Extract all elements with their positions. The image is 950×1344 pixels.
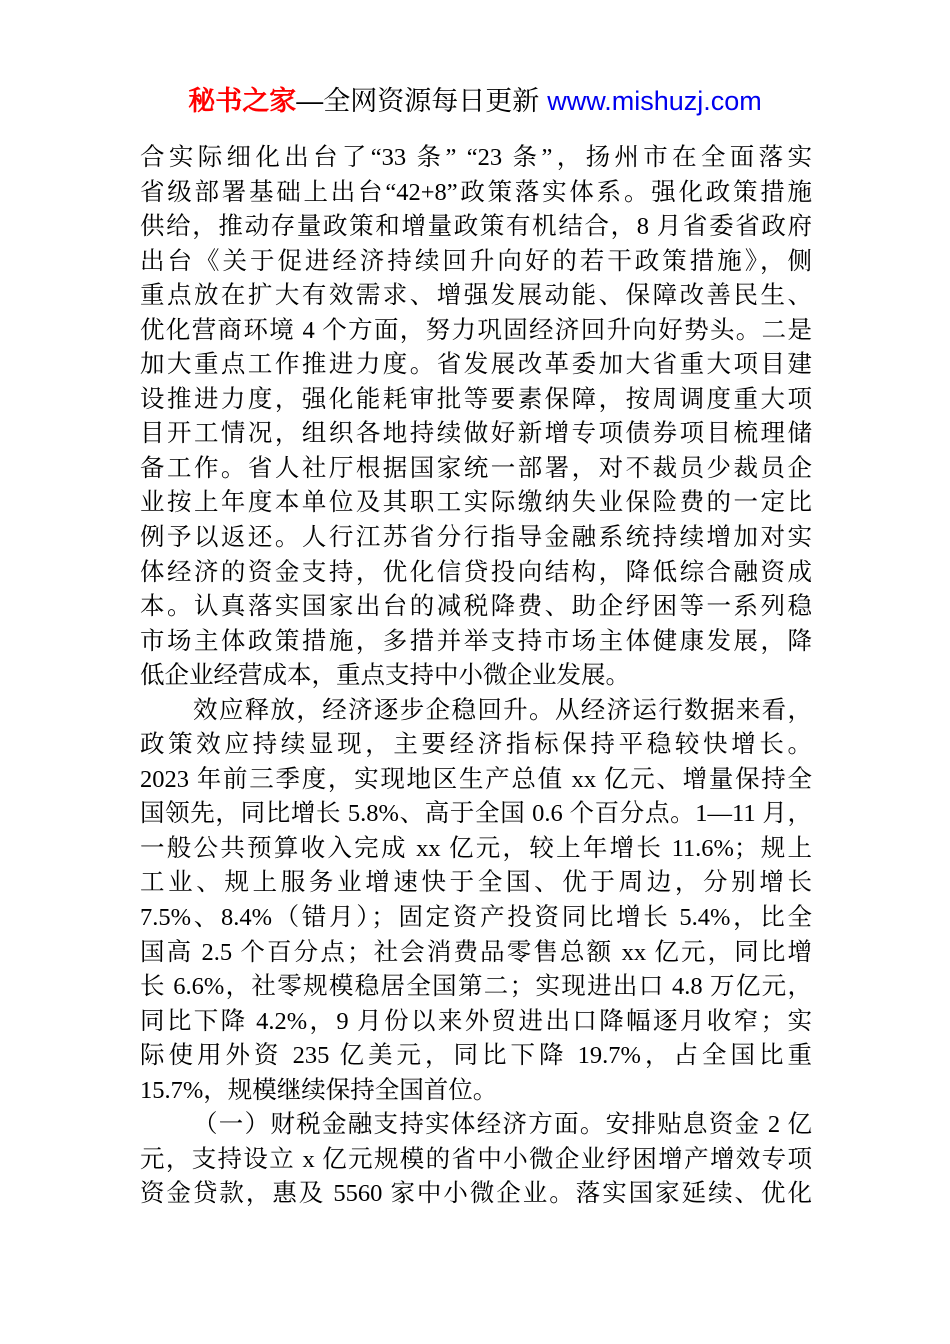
text-line: 际使用外资 235 亿美元，同比下降 19.7%，占全国比重 xyxy=(140,1042,812,1070)
text-line: 工业、规上服务业增速快于全国、优于周边，分别增长 xyxy=(140,869,812,897)
text-line: 政策效应持续显现，主要经济指标保持平稳较快增长。 xyxy=(140,731,812,759)
site-url-link[interactable]: www.mishuzj.com xyxy=(547,86,762,116)
text-line: 设推进力度，强化能耗审批等要素保障，按周调度重大项 xyxy=(140,385,812,413)
text-line: 重点放在扩大有效需求、增强发展动能、保障改善民生、 xyxy=(140,282,812,310)
text-line: 加大重点工作推进力度。省发展改革委加大省重大项目建 xyxy=(140,351,812,379)
text-line: 供给，推动存量政策和增量政策有机结合，8 月省委省政府 xyxy=(140,213,812,241)
text-line: 元，支持设立 x 亿元规模的省中小微企业纾困增产增效专项 xyxy=(140,1145,812,1173)
text-line: 15.7%，规模继续保持全国首位。 xyxy=(140,1076,498,1104)
text-line: 长 6.6%，社零规模稳居全国第二；实现进出口 4.8 万亿元， xyxy=(140,973,812,1001)
text-line: 体经济的资金支持，优化信贷投向结构，降低综合融资成 xyxy=(140,558,812,586)
text-line: 本。认真落实国家出台的减税降费、助企纾困等一系列稳 xyxy=(140,593,812,621)
text-line: 同比下降 4.2%，9 月份以来外贸进出口降幅逐月收窄；实 xyxy=(140,1007,812,1035)
document-body xyxy=(140,141,812,1212)
text-line: 市场主体政策措施，多措并举支持市场主体健康发展，降 xyxy=(140,627,812,655)
text-line: 效应释放，经济逐步企稳回升。从经济运行数据来看， xyxy=(193,696,812,724)
text-line: 一般公共预算收入完成 xx 亿元，较上年增长 11.6%；规上 xyxy=(140,834,812,862)
text-line: 备工作。省人社厅根据国家统一部署，对不裁员少裁员企 xyxy=(140,454,812,482)
text-line: 资金贷款，惠及 5560 家中小微企业。落实国家延续、优化 xyxy=(140,1180,812,1208)
text-line: 例予以返还。人行江苏省分行指导金融系统持续增加对实 xyxy=(140,524,812,552)
text-line: 省级部署基础上出台“42+8”政策落实体系。强化政策措施 xyxy=(140,178,812,206)
site-tagline: —全网资源每日更新 xyxy=(296,86,540,116)
text-line: 优化营商环境 4 个方面，努力巩固经济回升向好势头。二是 xyxy=(140,316,812,344)
text-line: （一）财税金融支持实体经济方面。安排贴息资金 2 亿 xyxy=(193,1111,812,1139)
text-line: 7.5%、8.4%（错月）；固定资产投资同比增长 5.4%，比全 xyxy=(140,904,812,932)
text-line: 低企业经营成本，重点支持中小微企业发展。 xyxy=(140,662,630,690)
text-line: 出台《关于促进经济持续回升向好的若干政策措施》，侧 xyxy=(140,247,812,275)
text-line: 业按上年度本单位及其职工实际缴纳失业保险费的一定比 xyxy=(140,489,812,517)
text-line: 合实际细化出台了“33 条” “23 条”，扬州市在全面落实 xyxy=(140,144,812,171)
site-header xyxy=(0,85,950,118)
text-line: 国高 2.5 个百分点；社会消费品零售总额 xx 亿元，同比增 xyxy=(140,938,812,966)
site-name: 秘书之家 xyxy=(188,86,297,116)
text-line: 2023 年前三季度，实现地区生产总值 xx 亿元、增量保持全 xyxy=(140,765,812,793)
text-line: 国领先，同比增长 5.8%、高于全国 0.6 个百分点。1—11 月， xyxy=(140,800,812,828)
text-line: 目开工情况，组织各地持续做好新增专项债券项目梳理储 xyxy=(140,420,812,448)
